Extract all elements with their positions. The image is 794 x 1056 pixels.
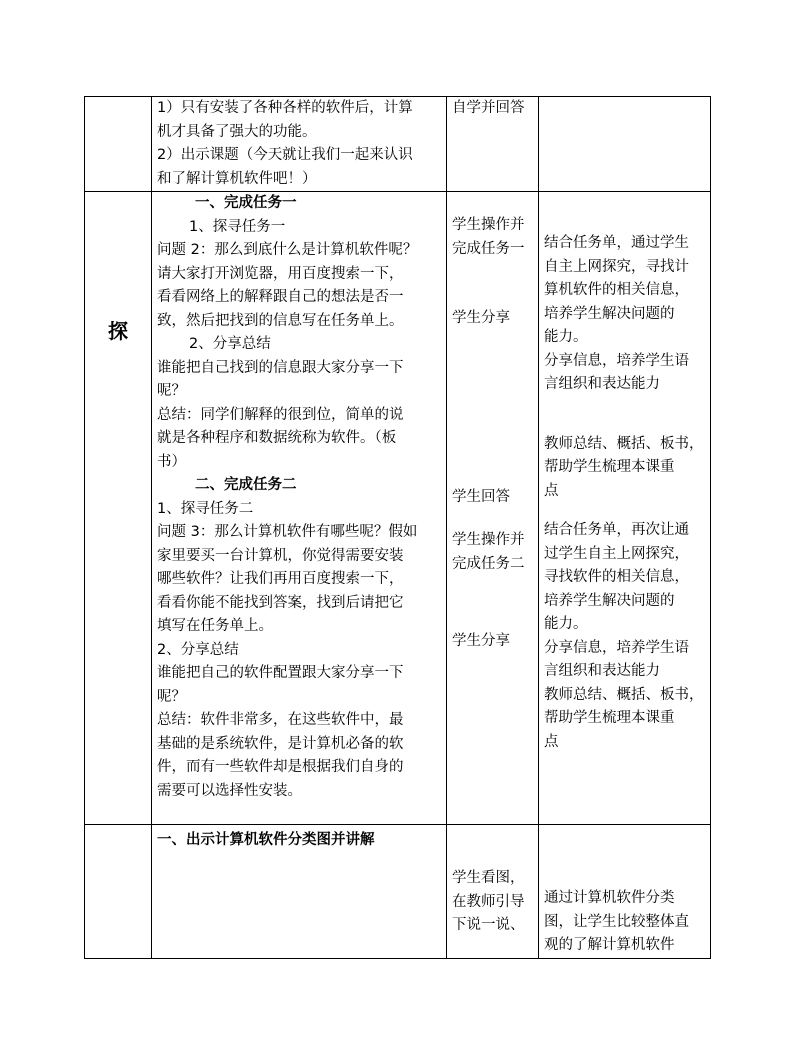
classify-intent-line-1: 通过计算机软件分类 xyxy=(544,890,675,906)
task2-share-line-2: 呢？ xyxy=(157,688,186,705)
task1-summary-line-2: 就是各种程序和数据统称为软件。（板 xyxy=(157,430,397,446)
task1-share-line-1: 谁能把自己找到的信息跟大家分享一下 xyxy=(157,359,404,376)
classify-intent-line-3: 观的了解计算机软件 xyxy=(544,937,675,953)
task1-question-line-2: 请大家打开浏览器，用百度搜索一下， xyxy=(157,265,404,282)
intent-cell-explore xyxy=(539,192,711,825)
task2-share-line-1: 谁能把自己的软件配置跟大家分享一下 xyxy=(157,665,404,681)
task2-summary-line-2: 基础的是系统软件，是计算机必备的软 xyxy=(157,735,404,752)
classify-intent-line-2: 图，让学生比较整体直 xyxy=(544,913,689,930)
intent-4-line-2: 过学生自主上网探究， xyxy=(544,545,689,562)
task2-step2: 2、分享总结 xyxy=(157,641,239,658)
intent-4-line-1: 结合任务单，再次让通 xyxy=(544,522,689,538)
student-cell-classify xyxy=(447,825,539,959)
task2-question-line-3: 哪些软件？让我们再用百度搜索一下， xyxy=(157,571,404,587)
table-row-intro xyxy=(85,97,711,192)
stage-cell-empty xyxy=(85,97,152,192)
content-cell-classify xyxy=(152,825,447,959)
task1-share-line-2: 呢？ xyxy=(157,383,186,399)
intent-6-line-3: 点 xyxy=(544,733,559,750)
task2-summary-line-1: 总结：软件非常多，在这些软件中，最 xyxy=(157,712,404,728)
student-view-line-1: 学生看图， xyxy=(452,870,525,886)
stage-cell-classify xyxy=(85,825,152,959)
task2-question-line-1: 问题 3：那么计算机软件有哪些呢？假如 xyxy=(157,524,418,540)
student-activity: 自学并回答 xyxy=(452,100,525,116)
intent-1-line-5: 能力。 xyxy=(544,329,588,345)
intent-cell-intro xyxy=(539,97,711,192)
classify-title: 一、出示计算机软件分类图并讲解 xyxy=(157,832,375,848)
intent-3-line-1: 教师总结、概括、板书， xyxy=(544,435,704,452)
task1-question-line-4: 致，然后把找到的信息写在任务单上。 xyxy=(157,312,404,329)
task2-title: 二、完成任务二 xyxy=(195,477,297,493)
intent-4-line-3: 寻找软件的相关信息， xyxy=(544,569,689,585)
table-row-classify xyxy=(85,825,711,959)
intent-6-line-2: 帮助学生梳理本课重 xyxy=(544,710,675,726)
student-share-2: 学生分享 xyxy=(452,633,510,649)
student-answer: 学生回答 xyxy=(452,488,510,505)
content-cell-intro xyxy=(152,97,447,192)
task1-summary-line-1: 总结：同学们解释的很到位，简单的说 xyxy=(157,406,404,423)
stage-label: 探 xyxy=(108,319,128,343)
task1-step2: 2、分享总结 xyxy=(189,336,271,352)
content-cell-explore xyxy=(152,192,447,825)
task2-summary-line-4: 需要可以选择性安装。 xyxy=(157,782,302,799)
intent-1-line-2: 自主上网探究，寻找计 xyxy=(544,258,689,275)
stage-cell-explore xyxy=(85,192,152,825)
intent-6-line-1: 教师总结、概括、板书， xyxy=(544,686,704,703)
intro-line-3: 2）出示课题（今天就让我们一起来认识 xyxy=(157,147,413,163)
intent-5-line-1: 分享信息，培养学生语 xyxy=(544,639,689,656)
task2-summary-line-3: 件，而有一些软件却是根据我们自身的 xyxy=(157,759,404,775)
lesson-plan-table xyxy=(84,96,711,959)
intro-line-4: 和了解计算机软件吧！） xyxy=(157,170,317,187)
student-view-line-3: 下说一说、 xyxy=(452,917,525,933)
student-task1-line-2: 完成任务一 xyxy=(452,240,525,257)
student-view-line-2: 在教师引导 xyxy=(452,893,525,910)
task1-step1: 1、探寻任务一 xyxy=(189,218,286,235)
intent-1-line-4: 培养学生解决问题的 xyxy=(544,305,675,322)
intent-4-line-4: 培养学生解决问题的 xyxy=(544,592,675,609)
task1-title: 一、完成任务一 xyxy=(195,195,297,211)
intent-3-line-3: 点 xyxy=(544,482,559,499)
intro-line-1: 1）只有安装了各种各样的软件后，计算 xyxy=(157,100,413,116)
intent-cell-classify xyxy=(539,825,711,959)
task2-question-line-4: 看看你能不能找到答案，找到后请把它 xyxy=(157,594,404,611)
task1-question-line-1: 问题 2：那么到底什么是计算机软件呢？ xyxy=(157,242,418,258)
task1-summary-line-3: 书） xyxy=(157,453,186,470)
intent-1-line-1: 结合任务单，通过学生 xyxy=(544,235,689,251)
intent-2-line-1: 分享信息，培养学生语 xyxy=(544,352,689,369)
student-cell-intro xyxy=(447,97,539,192)
intent-3-line-2: 帮助学生梳理本课重 xyxy=(544,459,675,475)
task2-question-line-5: 填写在任务单上。 xyxy=(157,618,273,634)
intent-2-line-2: 言组织和表达能力 xyxy=(544,376,660,392)
student-task2-line-1: 学生操作并 xyxy=(452,532,525,548)
task1-question-line-3: 看看网络上的解释跟自己的想法是否一 xyxy=(157,289,404,305)
intent-4-line-5: 能力。 xyxy=(544,616,588,632)
student-cell-explore xyxy=(447,192,539,825)
student-task1-line-1: 学生操作并 xyxy=(452,217,525,233)
student-share-1: 学生分享 xyxy=(452,310,510,326)
task2-question-line-2: 家里要买一台计算机，你觉得需要安装 xyxy=(157,547,404,564)
task2-step1: 1、探寻任务二 xyxy=(157,500,254,517)
intro-line-2: 机才具备了强大的功能。 xyxy=(157,123,317,140)
student-task2-line-2: 完成任务二 xyxy=(452,555,525,572)
intent-1-line-3: 算机软件的相关信息， xyxy=(544,282,689,298)
intent-5-line-2: 言组织和表达能力 xyxy=(544,663,660,679)
table-row-explore xyxy=(85,192,711,825)
